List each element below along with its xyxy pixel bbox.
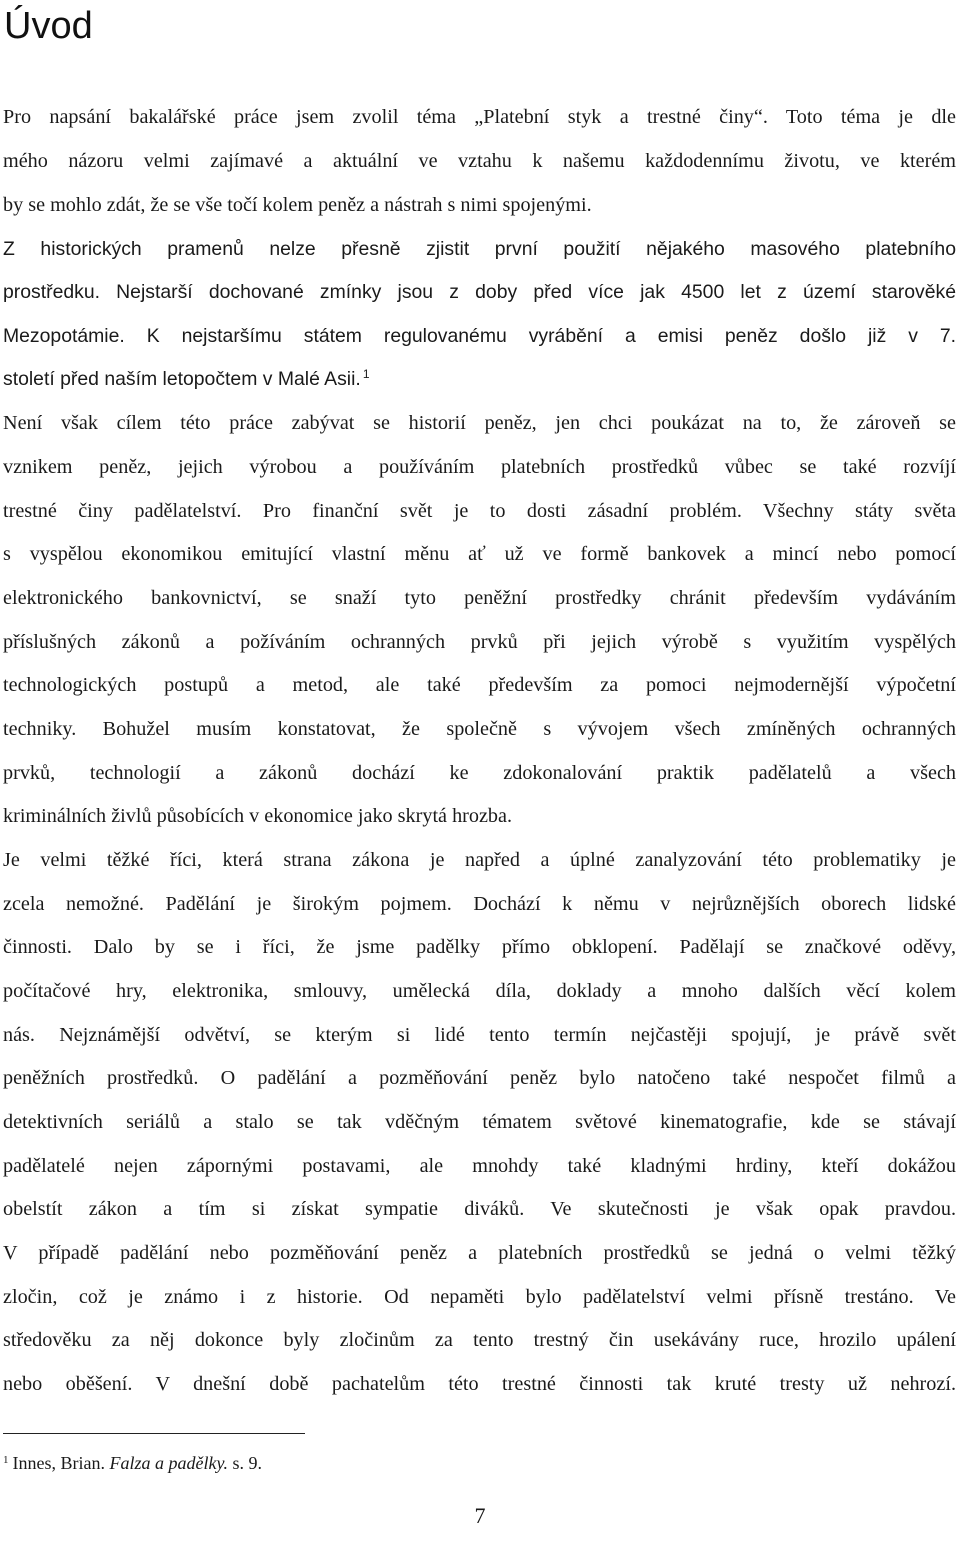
page-number: 7	[474, 1503, 486, 1528]
text-line: technologických postupů a metod, ale také především za pomoci nejmodernější výpočetní	[3, 674, 956, 696]
text-line: peněžních prostředků. O padělání a pozměňování peněz bylo natočeno také nespočet filmů a	[3, 1067, 956, 1089]
text-line: Mezopotámie. K nejstaršímu státem regulovanému vyrábění a emisi peněz došlo již v 7.	[3, 325, 956, 347]
text-segment: století před naším letopočtem v Malé Asii.	[3, 368, 361, 390]
text-line: Je velmi těžké říci, která strana zákona je napřed a úplné zanalyzování této problematiky je	[3, 849, 956, 871]
footnote-author: Innes, Brian.	[12, 1453, 105, 1473]
page-title: Úvod	[4, 5, 93, 47]
text-line: počítačové hry, elektronika, smlouvy, umělecká díla, doklady a mnoho dalších věcí kolem	[3, 980, 956, 1002]
text-line: vznikem peněz, jejich výrobou a používáním platebních prostředků vůbec se také rozvíjí	[3, 456, 956, 478]
text-line: prvků, technologií a zákonů dochází ke zdokonalování praktik padělatelů a všech	[3, 762, 956, 784]
footnote-reference: 1	[362, 367, 370, 381]
text-line: prostředku. Nejstarší dochované zmínky jsou z doby před více jak 4500 let z území starověké	[3, 281, 956, 303]
text-line: nás. Nejznámější odvětví, se kterým si lidé tento termín nejčastěji spojují, je právě svět	[3, 1024, 956, 1046]
text-line: činnosti. Dalo by se i říci, že jsme padělky přímo obklopení. Padělají se značkové oděvy,	[3, 936, 956, 958]
text-line: zločin, což je známo i z historie. Od nepaměti bylo padělatelství velmi přísně trestáno. Ve	[3, 1286, 956, 1308]
text-line	[3, 357, 956, 401]
text-line: trestné činy padělatelství. Pro finanční svět je to dosti zásadní problém. Všechny státy světa	[3, 500, 956, 522]
text-line: elektronického bankovnictví, se snaží tyto peněžní prostředky chránit především vydáváním	[3, 587, 956, 609]
text-line: kriminálních živlů působících v ekonomice jako skrytá hrozba.	[3, 805, 513, 827]
text-line: padělatelé nejen zápornými postavami, ale mnohdy také kladnými hrdiny, kteří dokážou	[3, 1155, 956, 1177]
footnote-number: 1	[3, 1454, 9, 1466]
text-line: mého názoru velmi zajímavé a aktuální ve vztahu k našemu každodennímu životu, ve kterém	[3, 150, 956, 172]
footnote	[3, 1450, 262, 1476]
text-line: s vyspělou ekonomikou emitující vlastní měnu ať už ve formě bankovek a mincí nebo pomocí	[3, 543, 956, 565]
text-line: středověku za něj dokonce byly zločinům za tento trestný čin usekávány ruce, hrozilo upálení	[3, 1329, 956, 1351]
footnote-title: Falza a padělky.	[109, 1453, 228, 1473]
footnote-pages: s. 9.	[232, 1453, 262, 1473]
text-line: detektivních seriálů a stalo se tak vděčným tématem světové kinematografie, kde se stávají	[3, 1111, 956, 1133]
text-line: by se mohlo zdát, že se vše točí kolem peněz a nástrah s nimi spojenými.	[3, 194, 592, 216]
text-line: zcela nemožné. Padělání je širokým pojmem. Dochází k němu v nejrůznějších oborech lidské	[3, 893, 956, 915]
text-line: techniky. Bohužel musím konstatovat, že společně s vývojem všech zmíněných ochranných	[3, 718, 956, 740]
text-line: Není však cílem této práce zabývat se historií peněz, jen chci poukázat na to, že zároveň se	[3, 412, 956, 434]
text-line: Z historických pramenů nelze přesně zjistit první použití nějakého masového platebního	[3, 238, 956, 260]
text-line: nebo oběšení. V dnešní době pachatelům této trestné činnosti tak kruté tresty už nehrozí.	[3, 1373, 956, 1395]
footnote-divider	[3, 1433, 305, 1434]
text-line: Pro napsání bakalářské práce jsem zvolil téma „Platební styk a trestné činy“. Toto téma je dle	[3, 106, 956, 128]
text-line: příslušných zákonů a požíváním ochranných prvků při jejich výrobě s využitím vyspělých	[3, 631, 956, 653]
text-line: obelstít zákon a tím si získat sympatie diváků. Ve skutečnosti je však opak pravdou.	[3, 1198, 956, 1220]
text-line: V případě padělání nebo pozměňování peněz a platebních prostředků se jedná o velmi těžký	[3, 1242, 956, 1264]
